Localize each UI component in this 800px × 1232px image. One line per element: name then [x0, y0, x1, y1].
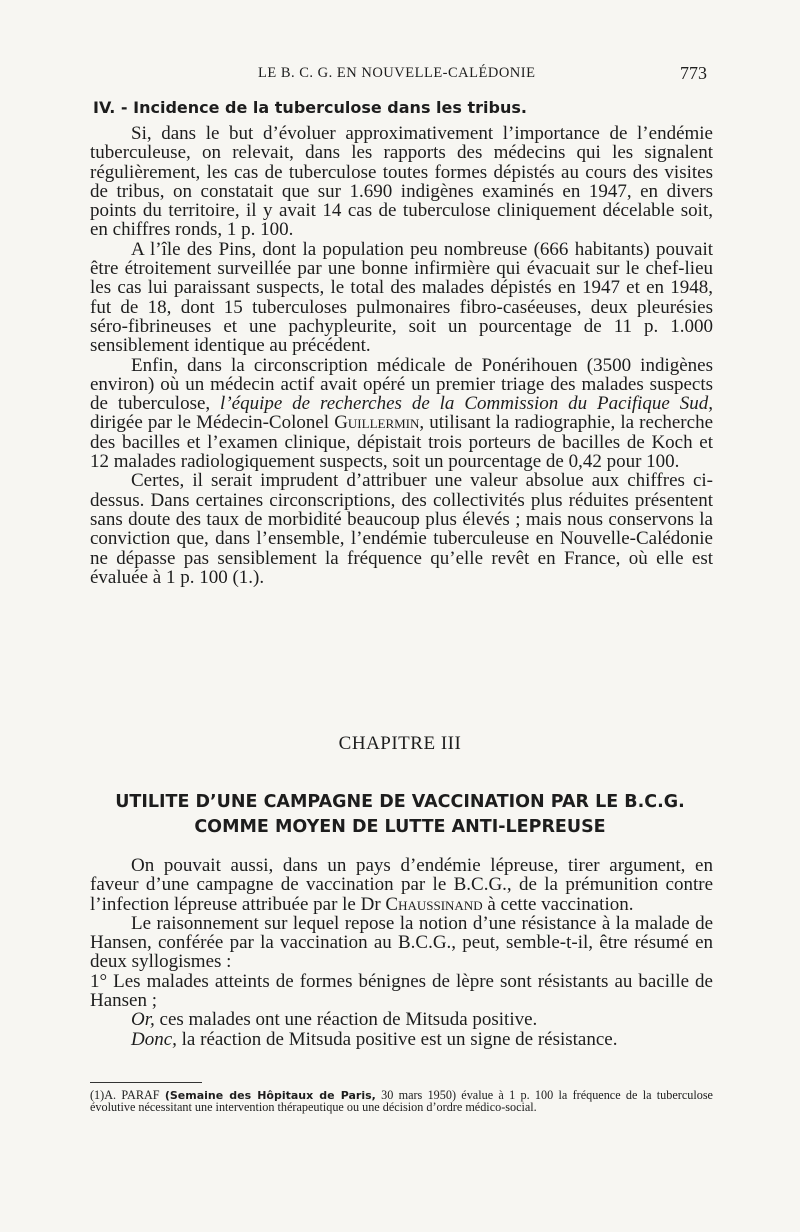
paragraph: [90, 356, 713, 472]
page-number: 773: [680, 63, 707, 83]
syllogism-keyword: Or,: [131, 1009, 155, 1031]
commission-name: l’équipe de recherches de la Commission du Pacifique Sud,: [220, 393, 713, 415]
paragraph-text: Enfin, dans la circonscription médicale de Ponérihouen (3500 indigènes environ) où un médecin actif avait opéré un premier triage des malades suspects de tuberculose,: [90, 354, 713, 415]
footnote-marker: (1): [90, 1088, 105, 1102]
paragraph: [90, 856, 713, 914]
chapter-title: [0, 790, 800, 840]
person-name: Chaussinand: [385, 893, 483, 915]
syllogism-conclusion: [90, 1030, 713, 1049]
paragraph: Le raisonnement sur lequel repose la notion d’une résistance à la malade de Hansen, conférée par la vaccination au B.C.G., peut, semble-t-il, être résumé en deux syllogismes :: [90, 912, 713, 973]
footnote-source: (Semaine des Hôpitaux de Paris,: [164, 1089, 376, 1102]
running-title: LE B. C. G. EN NOUVELLE-CALÉDONIE: [258, 65, 536, 81]
chapter-body: [90, 856, 713, 1049]
paragraph-text: , utilisant la radiographie, la recherche des bacilles et l’examen clinique, dépistait trois porteurs de bacilles de Koch et 12 malades radiologiquement suspects, soit un pourcentage de 0,42 pour 100.: [90, 412, 713, 473]
paragraph: A l’île des Pins, dont la population peu nombreuse (666 habitants) pouvait être étroitement surveillée par une bonne infirmière qui évacuait sur le chef-lieu les cas lui paraissant suspects, le total des malades dépistés en 1947 et en 1948, fut de 18, dont 15 tuberculoses pulmonaires fibro-caséeuses, deux pleurésies séro-fibrineuses et une pachypleurite, soit un pourcentage de 11 p. 1.000 sensiblement identique au précédent.: [90, 238, 713, 357]
chapter-title-line: COMME MOYEN DE LUTTE ANTI-LEPREUSE: [194, 817, 606, 837]
paragraph-text: dirigée par le Médecin-Colonel: [90, 412, 335, 434]
person-name: Guillermin: [334, 412, 420, 434]
syllogism-premise: 1° Les malades atteints de formes bénignes de lèpre sont résistants au bacille de Hansen ;: [90, 970, 713, 1012]
syllogism-minor: [90, 1010, 713, 1029]
footnote: [90, 1090, 713, 1114]
chapter-title-line: UTILITE D’UNE CAMPAGNE DE VACCINATION PAR LE B.C.G.: [115, 792, 685, 812]
paragraph: Si, dans le but d’évoluer approximativement l’importance de l’endémie tuberculeuse, on relevait, dans les rapports des médecins qui les signalent régulièrement, les cas de tuberculose toutes formes dépistés au cours des visites de tribus, on constatait que sur 1.690 indigènes examinés en 1947, en divers points du territoire, il y avait 14 cas de tuberculose cliniquement décelable soit, en chiffres ronds, 1 p. 100.: [90, 123, 713, 241]
paragraph-text: à cette vaccination.: [482, 893, 634, 915]
paragraph-text: On pouvait aussi, dans un pays d’endémie lépreuse, tirer argument, en faveur d’une campagne de vaccination par le B.C.G., de la prémunition contre l’infection lépreuse attribuée par le Dr: [90, 855, 713, 915]
footnote-divider: [90, 1082, 202, 1083]
paragraph-text: ces malades ont une réaction de Mitsuda positive.: [154, 1009, 538, 1031]
footnote-text: 30 mars 1950) évalue à 1 p. 100 la fréquence de la tuberculose évolutive nécessitant une intervention thérapeutique ou une décision d’ordre médico-social.: [90, 1088, 713, 1114]
paragraph-text: la réaction de Mitsuda positive est un signe de résistance.: [176, 1028, 618, 1050]
footnote-author: A. PARAF: [104, 1088, 160, 1102]
section-heading: IV. - Incidence de la tuberculose dans les tribus.: [93, 98, 527, 117]
paragraph: Certes, il serait imprudent d’attribuer une valeur absolue aux chiffres ci-dessus. Dans certaines circonscriptions, des collectivités plus réduites présentent sans doute des taux de morbidité beaucoup plus élevés ; mais nous conservons la conviction que, dans l’ensemble, l’endémie tuberculeuse en Nouvelle-Calédonie ne dépasse pas sensiblement la fréquence qu’elle revêt en France, où elle est évaluée à 1 p. 100 (1.).: [90, 470, 713, 588]
section-body: [90, 124, 713, 587]
chapter-label: CHAPITRE III: [338, 733, 462, 754]
running-head: [0, 63, 800, 87]
syllogism-keyword: Donc,: [131, 1028, 177, 1050]
